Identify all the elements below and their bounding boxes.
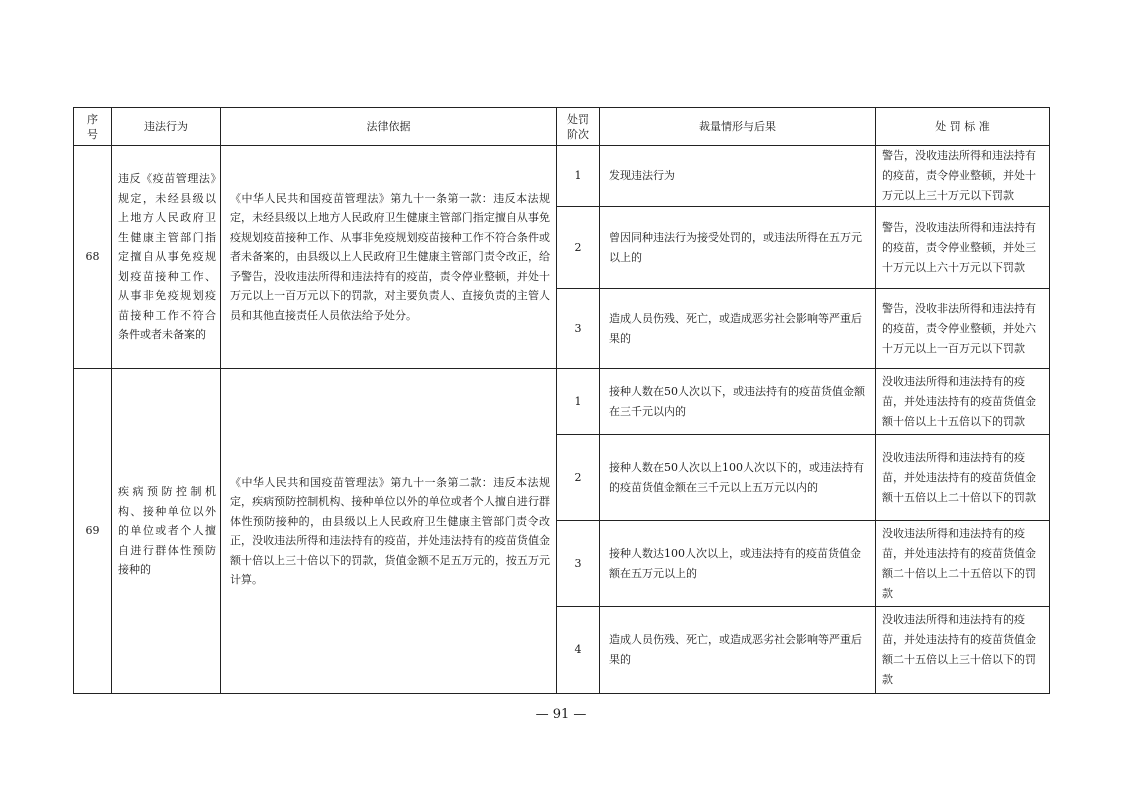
table-row bbox=[74, 146, 1050, 207]
row-level: 2 bbox=[557, 435, 600, 521]
row-level: 2 bbox=[557, 207, 600, 289]
header-level: 处罚阶次 bbox=[557, 108, 600, 146]
row-behavior: 疾病预防控制机构、接种单位以外的单位或者个人擅自进行群体性预防接种的 bbox=[112, 369, 221, 694]
row-standard: 没收违法所得和违法持有的疫苗，并处违法持有的疫苗货值金额十五倍以上二十倍以下的罚款 bbox=[876, 435, 1050, 521]
row-behavior: 违反《疫苗管理法》规定，未经县级以上地方人民政府卫生健康主管部门指定擅自从事免疫规划疫苗接种工作、从事非免疫规划疫苗接种工作不符合条件或者未备案的 bbox=[112, 146, 221, 369]
header-circumstances: 裁量情形与后果 bbox=[600, 108, 876, 146]
header-legal-basis: 法律依据 bbox=[221, 108, 557, 146]
row-standard: 警告，没收违法所得和违法持有的疫苗，责令停业整顿，并处十万元以上三十万元以下罚款 bbox=[876, 146, 1050, 207]
row-circumstance: 曾因同种违法行为接受处罚的，或违法所得在五万元以上的 bbox=[600, 207, 876, 289]
row-legal-basis: 《中华人民共和国疫苗管理法》第九十一条第一款：违反本法规定，未经县级以上地方人民政府卫生健康主管部门指定擅自从事免疫规划疫苗接种工作、从事非免疫规划疫苗接种工作不符合条件或者未备案的，由县级以上人民政府卫生健康主管部门责令改正，给予警告，没收违法所得和违法持有的疫苗，责令停业整顿，并处十万元以上一百万元以下的罚款，对主要负责人、直接负责的主管人员和其他直接责任人员依法给予处分。 bbox=[221, 146, 557, 369]
row-standard: 没收违法所得和违法持有的疫苗，并处违法持有的疫苗货值金额二十倍以上二十五倍以下的罚款 bbox=[876, 521, 1050, 607]
row-circumstance: 接种人数达100人次以上，或违法持有的疫苗货值金额在五万元以上的 bbox=[600, 521, 876, 607]
table-header-row bbox=[74, 108, 1050, 146]
row-circumstance: 造成人员伤残、死亡，或造成恶劣社会影响等严重后果的 bbox=[600, 607, 876, 694]
header-standard: 处 罚 标 准 bbox=[876, 108, 1050, 146]
row-level: 3 bbox=[557, 289, 600, 369]
header-seq: 序号 bbox=[74, 108, 112, 146]
row-seq: 69 bbox=[74, 369, 112, 694]
row-circumstance: 接种人数在50人次以下，或违法持有的疫苗货值金额在三千元以内的 bbox=[600, 369, 876, 435]
table-row bbox=[74, 369, 1050, 435]
row-circumstance: 发现违法行为 bbox=[600, 146, 876, 207]
row-seq: 68 bbox=[74, 146, 112, 369]
header-behavior: 违法行为 bbox=[112, 108, 221, 146]
row-level: 1 bbox=[557, 369, 600, 435]
row-legal-basis: 《中华人民共和国疫苗管理法》第九十一条第二款：违反本法规定，疾病预防控制机构、接种单位以外的单位或者个人擅自进行群体性预防接种的，由县级以上人民政府卫生健康主管部门责令改正，没收违法所得和违法持有的疫苗，并处违法持有的疫苗货值金额十倍以上三十倍以下的罚款，货值金额不足五万元的，按五万元计算。 bbox=[221, 369, 557, 694]
row-standard: 警告，没收违法所得和违法持有的疫苗，责令停业整顿，并处三十万元以上六十万元以下罚款 bbox=[876, 207, 1050, 289]
page-number: — 91 — bbox=[535, 707, 587, 722]
penalty-standards-table bbox=[73, 107, 1050, 694]
row-standard: 没收违法所得和违法持有的疫苗，并处违法持有的疫苗货值金额二十五倍以上三十倍以下的罚款 bbox=[876, 607, 1050, 694]
row-standard: 没收违法所得和违法持有的疫苗，并处违法持有的疫苗货值金额十倍以上十五倍以下的罚款 bbox=[876, 369, 1050, 435]
row-standard: 警告，没收非法所得和违法持有的疫苗，责令停业整顿，并处六十万元以上一百万元以下罚款 bbox=[876, 289, 1050, 369]
row-circumstance: 造成人员伤残、死亡，或造成恶劣社会影响等严重后果的 bbox=[600, 289, 876, 369]
row-level: 3 bbox=[557, 521, 600, 607]
row-level: 4 bbox=[557, 607, 600, 694]
row-circumstance: 接种人数在50人次以上100人次以下的，或违法持有的疫苗货值金额在三千元以上五万元以内的 bbox=[600, 435, 876, 521]
row-level: 1 bbox=[557, 146, 600, 207]
